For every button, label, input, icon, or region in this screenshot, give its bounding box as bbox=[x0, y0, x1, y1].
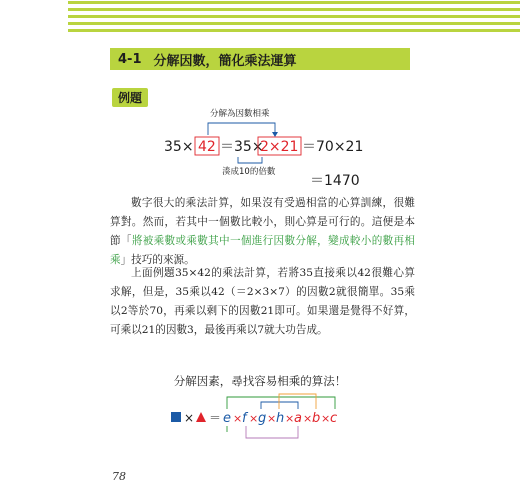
example-tag: 例題 bbox=[112, 88, 148, 107]
p1-highlight: 將被乘數或乘數其中一個進行因數分解，變成較小的數再相乘 bbox=[110, 235, 416, 266]
example-equation bbox=[150, 103, 390, 193]
factor-a: a bbox=[294, 411, 302, 426]
annotation-bottom: 湊成10的倍數 bbox=[222, 167, 276, 177]
page-number: 78 bbox=[112, 470, 126, 483]
op-6: × bbox=[321, 412, 331, 425]
op-1: × bbox=[233, 412, 243, 425]
op-3: × bbox=[267, 412, 277, 425]
diagram-title: 分解因素，尋找容易相乘的算法！ bbox=[173, 374, 347, 388]
factor-b: b bbox=[312, 411, 321, 426]
factor-row bbox=[223, 411, 337, 426]
op-5: × bbox=[303, 412, 313, 425]
factor-g: g bbox=[258, 411, 267, 426]
times-symbol: × bbox=[184, 411, 195, 425]
factor-e: e bbox=[223, 411, 231, 426]
purple-connector bbox=[246, 426, 298, 438]
factor-diagram bbox=[165, 390, 355, 450]
square-symbol bbox=[171, 412, 181, 422]
section-number: 4-1 bbox=[118, 51, 142, 67]
section-title: 分解因數，簡化乘法運算 bbox=[153, 53, 297, 69]
annotation-top: 分解為因數相乘 bbox=[210, 109, 270, 119]
p1-text-b: 」技巧的來源。 bbox=[120, 254, 195, 266]
orange-connector bbox=[279, 394, 316, 409]
op-4: × bbox=[285, 412, 295, 425]
paragraph-2: 上面例題35×42的乘法計算，若將35直接乘以42很難心算求解，但是，35乘以42（＝2×3×7）的因數2就很簡單。35乘以2等於70，再乘以剩下的因數21即可。如果還是覺得不好算，可乘以21的因數3，最後再乘以7就大功告成。 bbox=[110, 267, 415, 336]
green-connector bbox=[227, 397, 335, 409]
factor-c: c bbox=[330, 411, 338, 426]
eq-result: ＝1470 bbox=[310, 173, 360, 189]
factor-f: f bbox=[242, 411, 247, 426]
op-2: × bbox=[249, 412, 259, 425]
eq-part-d: 2×21 bbox=[260, 139, 299, 155]
section-heading bbox=[110, 48, 410, 70]
equals-symbol: ＝ bbox=[209, 411, 222, 425]
factor-h: h bbox=[276, 411, 285, 426]
eq-part-a: 35× bbox=[164, 139, 194, 155]
header-stripes bbox=[68, 0, 520, 37]
top-bracket bbox=[208, 123, 275, 135]
top-arrowhead bbox=[272, 132, 278, 137]
triangle-symbol bbox=[196, 412, 206, 422]
eq-part-e: ＝70×21 bbox=[302, 139, 364, 155]
bottom-bracket bbox=[238, 157, 262, 163]
eq-part-c: ＝35× bbox=[220, 139, 264, 155]
blue-connector bbox=[261, 402, 298, 409]
paragraph-1 bbox=[110, 194, 415, 270]
eq-part-b: 42 bbox=[198, 139, 216, 155]
p1-text-a: 數字很大的乘法計算，如果沒有受過相當的心算訓練，很難算對。然而，若其中一個數比較小，則心算是可行的。這便是本節「 bbox=[110, 197, 415, 247]
